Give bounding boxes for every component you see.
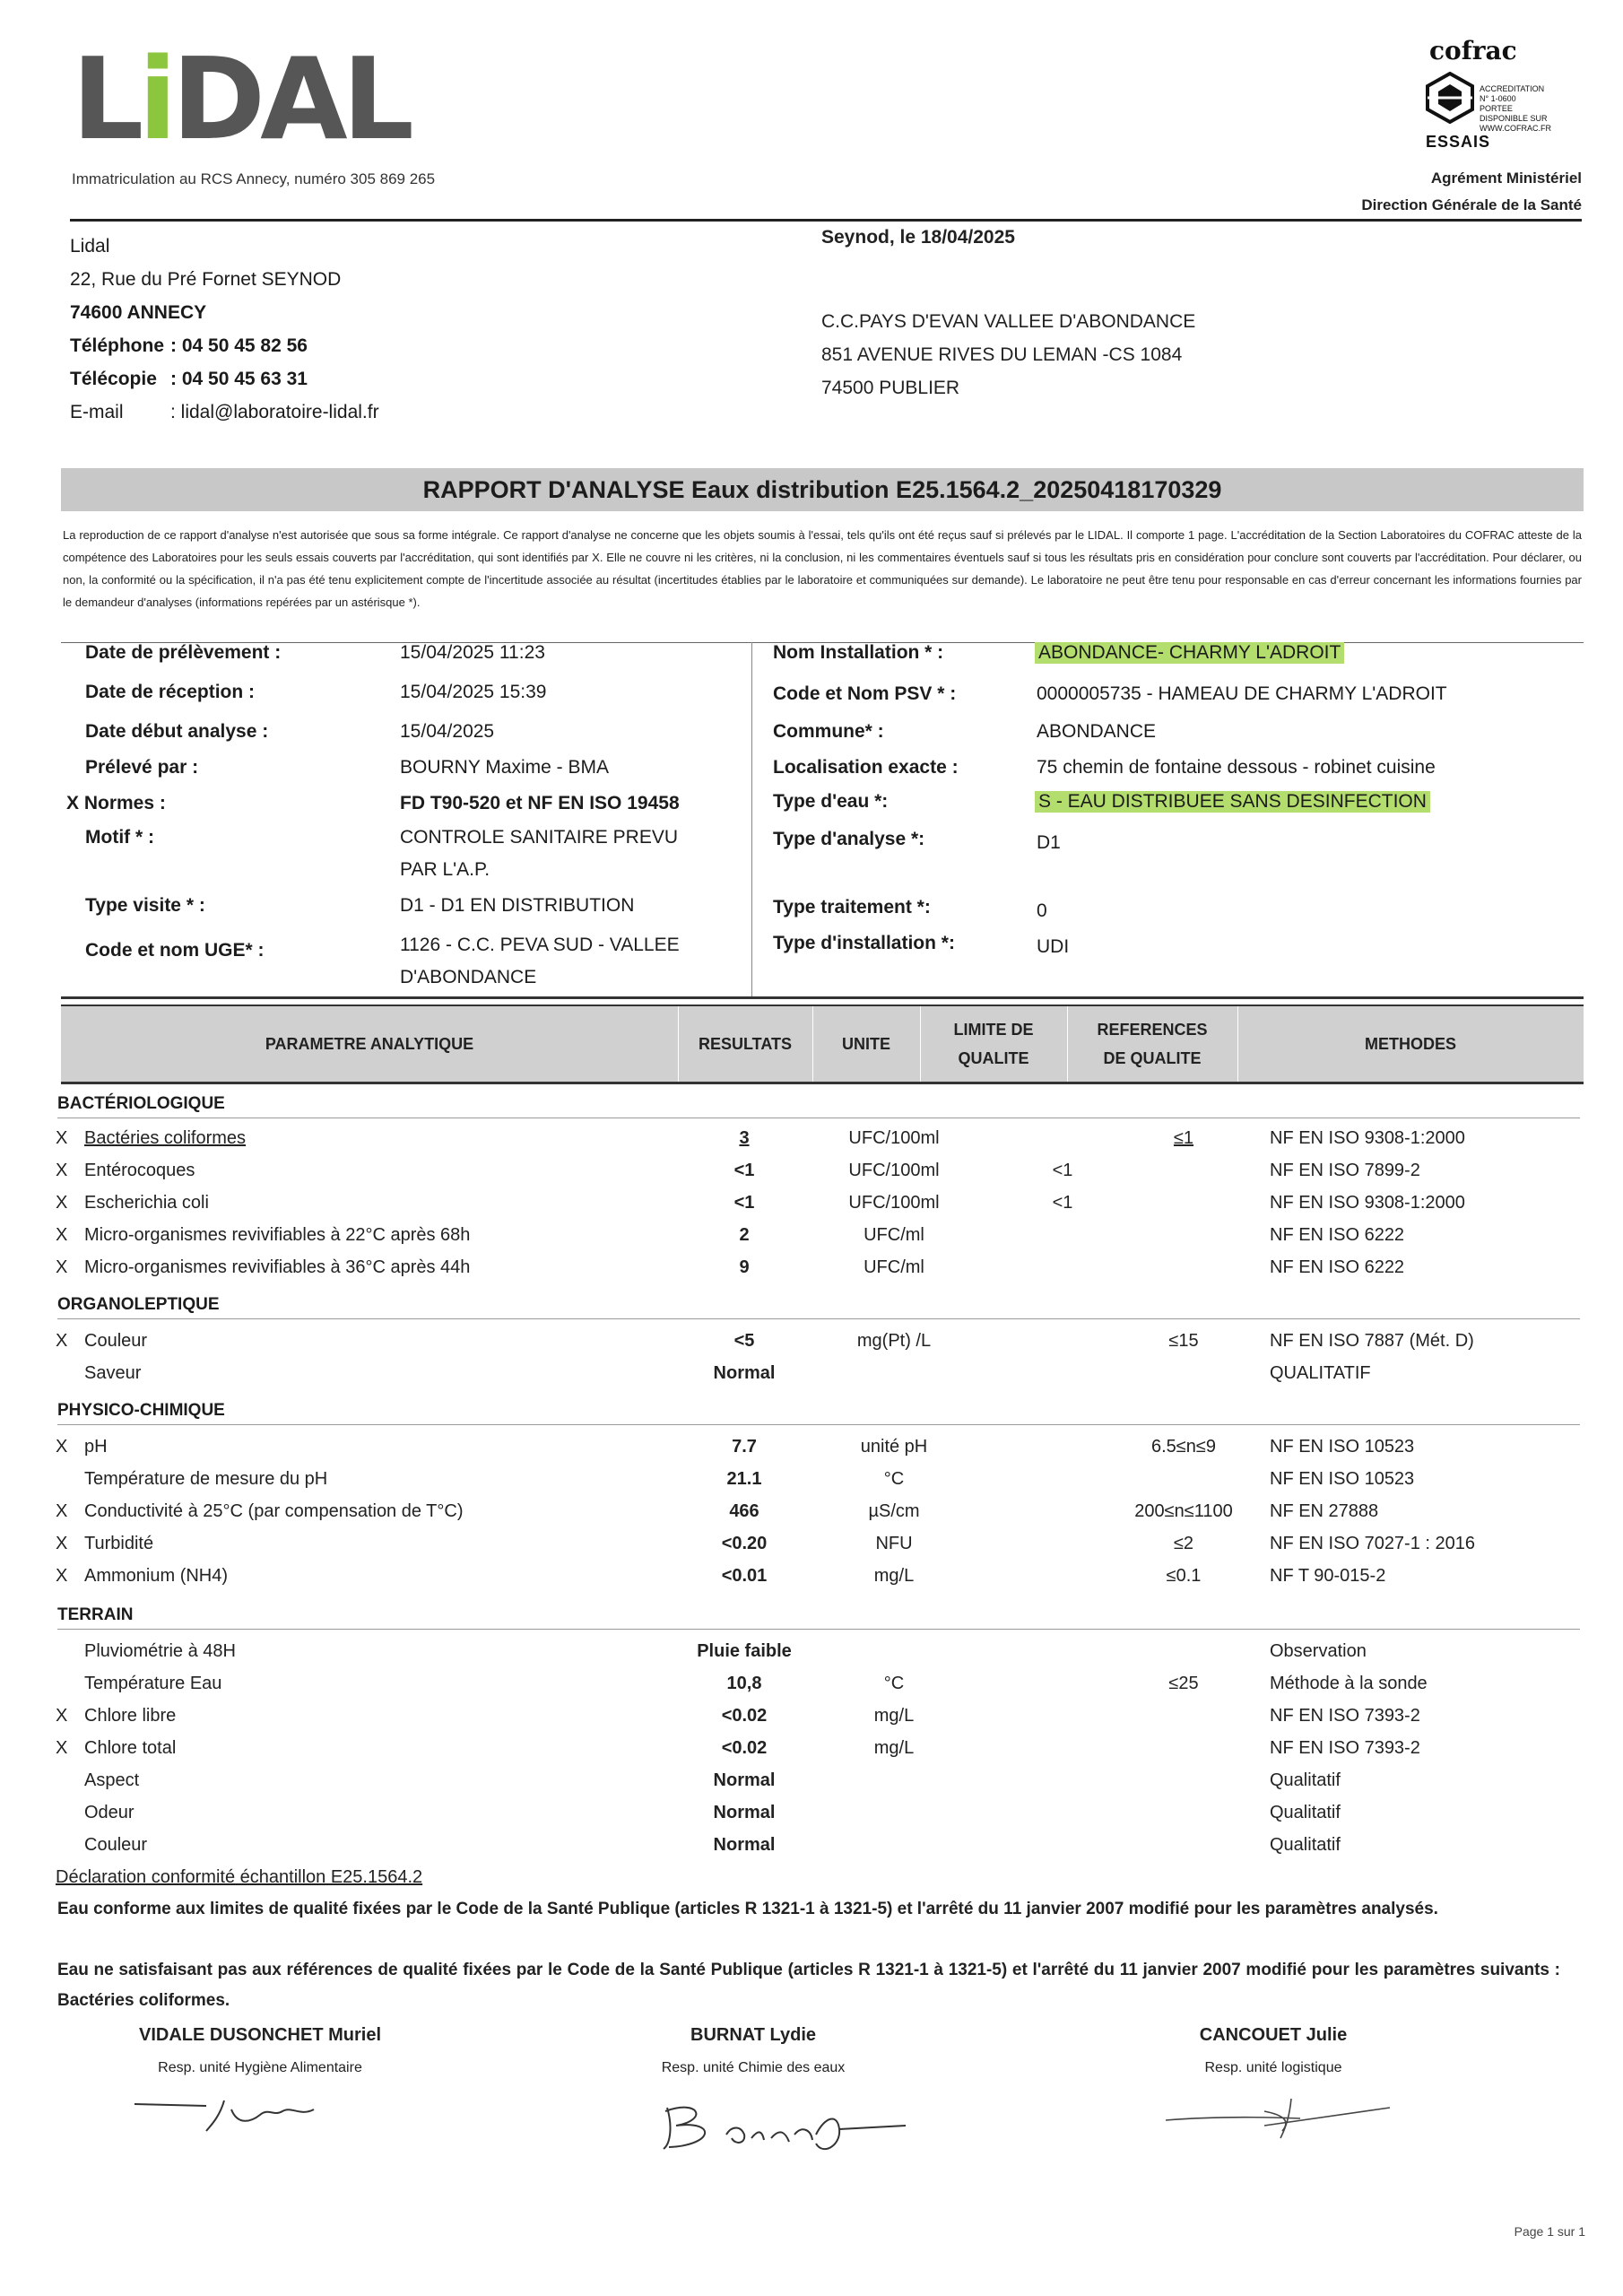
meta-label: Nom Installation * :	[773, 642, 944, 663]
result-value: 2	[739, 1225, 750, 1245]
meta-label: Date de prélèvement :	[85, 642, 282, 663]
unit: unité pH	[860, 1437, 928, 1457]
meta-label: Localisation exacte :	[773, 757, 959, 778]
result-value: 466	[729, 1501, 759, 1521]
col-references-line: DE QUALITE	[1103, 1049, 1202, 1067]
accredited-mark: X	[56, 1566, 68, 1586]
method: NF EN ISO 9308-1:2000	[1270, 1128, 1465, 1148]
signer-burnat	[592, 2025, 915, 2076]
meta-label: Code et Nom PSV * :	[773, 683, 957, 704]
meta-label: Commune* :	[773, 721, 884, 742]
meta-value-highlighted: S - EAU DISTRIBUEE SANS DESINFECTION	[1035, 791, 1430, 813]
unit: NFU	[875, 1534, 913, 1553]
report-date: Seynod, le 18/04/2025	[821, 227, 1015, 248]
meta-value: UDI	[1037, 936, 1070, 957]
param-name: Température de mesure du pH	[84, 1469, 328, 1489]
table-row	[0, 1534, 1623, 1566]
result-value: <0.02	[721, 1738, 768, 1758]
meta-label: Date début analyse :	[85, 721, 269, 742]
param-name: Pluviométrie à 48H	[84, 1641, 236, 1661]
meta-value: 15/04/2025 15:39	[400, 682, 547, 702]
declaration-non-conforme: Eau ne satisfaisant pas aux références de qualité fixées par le Code de la Santé Publique (articles R 1321-1 à 1321-5) et l'arrêté du 11 janvier 2007 modifié pour les paramètres suivants : Bactéries coliformes.	[57, 1961, 1560, 2010]
col-limite	[920, 1006, 1068, 1082]
method: NF EN ISO 10523	[1270, 1437, 1415, 1457]
accredited-mark: X	[56, 1193, 68, 1213]
meta-divider-bottom	[61, 996, 1584, 999]
unit: µS/cm	[868, 1501, 920, 1521]
unit: mg/L	[873, 1706, 915, 1726]
meta-value: D1 - D1 EN DISTRIBUTION	[400, 895, 635, 916]
table-row	[0, 1128, 1623, 1161]
client-line: 74500 PUBLIER	[821, 378, 960, 398]
method: NF EN ISO 9308-1:2000	[1270, 1193, 1465, 1213]
method: NF EN ISO 7393-2	[1270, 1738, 1420, 1758]
section-organoleptique: ORGANOLEPTIQUE	[57, 1295, 220, 1314]
cofrac-line: PORTEE	[1480, 104, 1513, 113]
email-label: E-mail	[70, 402, 124, 422]
table-row	[0, 1469, 1623, 1501]
method: Qualitatif	[1270, 1803, 1341, 1822]
table-row	[0, 1835, 1623, 1867]
signer-role: Resp. unité Chimie des eaux	[661, 2060, 846, 2075]
unit: UFC/ml	[864, 1257, 924, 1277]
result-value: 21.1	[726, 1469, 762, 1489]
param-name: Odeur	[84, 1803, 135, 1822]
table-row	[0, 1770, 1623, 1803]
unit: mg(Pt) /L	[856, 1331, 932, 1351]
quality-reference: ≤25	[1168, 1674, 1199, 1693]
agrement-line: Agrément Ministériel	[1430, 170, 1582, 187]
meta-value: D'ABONDANCE	[400, 967, 537, 987]
meta-label: Type d'eau *:	[773, 791, 889, 812]
table-row	[0, 1501, 1623, 1534]
result-value: <0.02	[721, 1706, 768, 1726]
client-line: 851 AVENUE RIVES DU LEMAN -CS 1084	[821, 344, 1183, 365]
col-parametre: PARAMETRE ANALYTIQUE	[61, 1006, 679, 1082]
result-value: <1	[733, 1161, 755, 1180]
lab-city: 74600 ANNECY	[70, 302, 207, 323]
tel-value: : 04 50 45 82 56	[170, 335, 308, 356]
unit: UFC/100ml	[848, 1193, 940, 1213]
quality-reference: 6.5≤n≤9	[1150, 1437, 1216, 1457]
cofrac-accreditation-text	[1480, 84, 1578, 134]
table-row	[0, 1437, 1623, 1469]
meta-value: 0000005735 - HAMEAU DE CHARMY L'ADROIT	[1037, 683, 1447, 704]
meta-value: PAR L'A.P.	[400, 859, 490, 880]
unit: mg/L	[873, 1738, 915, 1758]
meta-value: 0	[1037, 900, 1047, 921]
meta-label: Date de réception :	[85, 682, 256, 702]
result-value: <0.01	[721, 1566, 768, 1586]
section-terrain: TERRAIN	[57, 1605, 134, 1624]
cofrac-line: N° 1-0600	[1480, 94, 1516, 103]
result-value: 7.7	[732, 1437, 757, 1457]
accredited-mark: X	[56, 1706, 68, 1726]
section-divider	[57, 1629, 1580, 1630]
result-value: Pluie faible	[697, 1641, 792, 1661]
accredited-mark: X	[56, 1161, 68, 1180]
result-value: Normal	[713, 1363, 776, 1383]
cofrac-mark-icon	[1424, 72, 1476, 124]
param-name: Couleur	[84, 1331, 148, 1351]
lab-street: 22, Rue du Pré Fornet SEYNOD	[70, 269, 342, 290]
declaration-title: Déclaration conformité échantillon E25.1564.2	[56, 1867, 423, 1887]
meta-label: Prélevé par :	[85, 757, 199, 778]
table-row	[0, 1641, 1623, 1674]
signature-burnat-icon	[646, 2090, 915, 2161]
report-title: RAPPORT D'ANALYSE Eaux distribution E25.1564.2_20250418170329	[61, 468, 1584, 511]
signer-role: Resp. unité logistique	[1204, 2060, 1342, 2075]
meta-label: Type d'analyse *:	[773, 829, 925, 849]
result-value: Normal	[713, 1770, 776, 1790]
meta-value: 1126 - C.C. PEVA SUD - VALLEE	[400, 935, 680, 955]
accredited-mark: X	[56, 1437, 68, 1457]
meta-value-highlighted: ABONDANCE- CHARMY L'ADROIT	[1035, 642, 1344, 664]
table-row	[0, 1363, 1623, 1396]
section-bacteriologique: BACTÉRIOLOGIQUE	[57, 1094, 225, 1113]
param-name: Chlore libre	[84, 1706, 177, 1726]
logo-text-l: L	[72, 33, 139, 165]
param-name: Entérocoques	[84, 1161, 195, 1180]
method: Méthode à la sonde	[1270, 1674, 1428, 1693]
table-row	[0, 1193, 1623, 1225]
table-row	[0, 1161, 1623, 1193]
accredited-mark: X	[56, 1225, 68, 1245]
lidal-logo	[72, 33, 409, 165]
col-references-line: REFERENCES	[1097, 1021, 1208, 1039]
meta-label: X Normes :	[66, 793, 166, 813]
param-name: Couleur	[84, 1835, 148, 1855]
tel-label: Téléphone	[70, 335, 165, 356]
param-name: Micro-organismes revivifiables à 22°C après 68h	[84, 1225, 471, 1245]
table-row	[0, 1566, 1623, 1598]
table-row	[0, 1257, 1623, 1290]
accredited-mark: X	[56, 1128, 68, 1148]
meta-label: Code et nom UGE* :	[85, 940, 265, 961]
param-name: Conductivité à 25°C (par compensation de T°C)	[84, 1501, 464, 1521]
cofrac-brand: cofrac	[1429, 36, 1517, 65]
col-methodes: METHODES	[1364, 1035, 1456, 1053]
param-name: Ammonium (NH4)	[84, 1566, 229, 1586]
quality-reference: 200≤n≤1100	[1134, 1501, 1233, 1521]
agrement-block	[1361, 165, 1582, 219]
param-name: Saveur	[84, 1363, 142, 1383]
method: Qualitatif	[1270, 1835, 1341, 1855]
col-unite: UNITE	[812, 1006, 921, 1082]
meta-value: 75 chemin de fontaine dessous - robinet cuisine	[1037, 757, 1436, 778]
param-name: Turbidité	[84, 1534, 154, 1553]
meta-value: ABONDANCE	[1037, 721, 1157, 742]
method: NF EN ISO 7393-2	[1270, 1706, 1420, 1726]
meta-label: Type d'installation *:	[773, 933, 955, 953]
param-name: Micro-organismes revivifiables à 36°C après 44h	[84, 1257, 471, 1277]
signer-vidale	[90, 2025, 430, 2076]
table-row	[0, 1225, 1623, 1257]
quality-reference: ≤15	[1168, 1331, 1199, 1351]
method: QUALITATIF	[1270, 1363, 1371, 1383]
quality-limit: <1	[1052, 1161, 1073, 1180]
signer-role: Resp. unité Hygiène Alimentaire	[158, 2060, 362, 2075]
result-value: <1	[733, 1193, 755, 1213]
signer-cancouet	[1139, 2025, 1408, 2076]
param-name: Escherichia coli	[84, 1193, 209, 1213]
unit: UFC/100ml	[848, 1161, 940, 1180]
col-limite-line: QUALITE	[958, 1049, 1029, 1067]
method: NF T 90-015-2	[1270, 1566, 1386, 1586]
result-value: 3	[739, 1128, 750, 1148]
result-value: <5	[733, 1331, 755, 1351]
method: Qualitatif	[1270, 1770, 1341, 1790]
accredited-mark: X	[56, 1257, 68, 1277]
param-name: Bactéries coliformes	[84, 1128, 247, 1148]
cofrac-line: DISPONIBLE SUR	[1480, 114, 1548, 123]
cofrac-essais: ESSAIS	[1426, 133, 1491, 151]
table-row	[0, 1738, 1623, 1770]
table-row	[0, 1331, 1623, 1363]
header-divider	[70, 219, 1582, 222]
cofrac-logo	[1424, 36, 1582, 152]
agrement-line: Direction Générale de la Santé	[1361, 196, 1582, 213]
client-address	[821, 305, 1195, 404]
quality-reference: ≤0.1	[1166, 1566, 1202, 1586]
table-row	[0, 1706, 1623, 1738]
table-row	[0, 1803, 1623, 1835]
method: NF EN ISO 7027-1 : 2016	[1270, 1534, 1476, 1553]
signature-vidale-icon	[126, 2090, 332, 2144]
col-limite-line: LIMITE DE	[953, 1021, 1034, 1039]
signer-name: BURNAT Lydie	[690, 2025, 816, 2045]
rcs-registration: Immatriculation au RCS Annecy, numéro 305 869 265	[72, 170, 436, 187]
accredited-mark: X	[56, 1331, 68, 1351]
meta-label: Motif * :	[85, 827, 154, 848]
unit: mg/L	[873, 1566, 915, 1586]
signer-name: VIDALE DUSONCHET Muriel	[138, 2025, 382, 2045]
meta-label: Type traitement *:	[773, 897, 931, 918]
signer-name: CANCOUET Julie	[1199, 2025, 1348, 2045]
col-references	[1067, 1006, 1238, 1082]
result-value: 10,8	[726, 1674, 762, 1693]
accredited-mark: X	[56, 1501, 68, 1521]
quality-reference: ≤1	[1173, 1128, 1194, 1148]
unit: °C	[883, 1469, 905, 1489]
cofrac-line: WWW.COFRAC.FR	[1480, 124, 1551, 133]
method: NF EN ISO 7887 (Mét. D)	[1270, 1331, 1474, 1351]
result-value: 9	[739, 1257, 750, 1277]
meta-value: 15/04/2025	[400, 721, 495, 742]
meta-label: Type visite * :	[85, 895, 205, 916]
fax-value: : 04 50 45 63 31	[170, 369, 308, 389]
declaration-conforme: Eau conforme aux limites de qualité fixées par le Code de la Santé Publique (articles R 1321-1 à 1321-5) et l'arrêté du 11 janvier 2007 modifié pour les paramètres analysés.	[57, 1900, 1438, 1918]
cofrac-line: ACCREDITATION	[1480, 84, 1545, 93]
accredited-mark: X	[56, 1534, 68, 1553]
logo-text-i: i	[138, 33, 172, 165]
signature-cancouet-icon	[1157, 2090, 1399, 2144]
section-divider	[57, 1318, 1580, 1319]
method: NF EN 27888	[1270, 1501, 1379, 1521]
result-value: <0.20	[721, 1534, 768, 1553]
section-divider	[57, 1424, 1580, 1425]
unit: UFC/100ml	[848, 1128, 940, 1148]
logo-text-dal: DAL	[171, 33, 409, 165]
method: NF EN ISO 6222	[1270, 1257, 1405, 1277]
col-resultats: RESULTATS	[678, 1006, 813, 1082]
lab-name: Lidal	[70, 236, 110, 257]
result-value: Normal	[713, 1835, 776, 1855]
unit: °C	[883, 1674, 905, 1693]
method: NF EN ISO 6222	[1270, 1225, 1405, 1245]
param-name: Aspect	[84, 1770, 140, 1790]
fax-label: Télécopie	[70, 369, 157, 389]
result-value: Normal	[713, 1803, 776, 1822]
method: Observation	[1270, 1641, 1367, 1661]
unit: UFC/ml	[864, 1225, 924, 1245]
lab-address	[70, 230, 379, 429]
method: NF EN ISO 7899-2	[1270, 1161, 1420, 1180]
meta-value: CONTROLE SANITAIRE PREVU	[400, 827, 678, 848]
meta-value: BOURNY Maxime - BMA	[400, 757, 609, 778]
section-physico-chimique: PHYSICO-CHIMIQUE	[57, 1401, 225, 1420]
quality-limit: <1	[1052, 1193, 1073, 1213]
results-table-header	[61, 1004, 1584, 1084]
page-number: Page 1 sur 1	[1514, 2224, 1585, 2239]
meta-value: D1	[1037, 832, 1061, 853]
meta-value: 15/04/2025 11:23	[400, 642, 545, 663]
client-line: C.C.PAYS D'EVAN VALLEE D'ABONDANCE	[821, 311, 1196, 332]
table-row	[0, 1674, 1623, 1706]
meta-divider-vertical	[751, 642, 752, 996]
param-name: Température Eau	[84, 1674, 222, 1693]
quality-reference: ≤2	[1173, 1534, 1194, 1553]
param-name: pH	[84, 1437, 108, 1457]
disclaimer: La reproduction de ce rapport d'analyse n'est autorisée que sous sa forme intégrale. Ce rapport d'analyse ne concerne que les objets soumis à l'essai, tels qu'ils ont été reçus sauf si prélevés par le LIDAL. Il comporte 1 page. L'accréditation de la Section Laboratoires du COFRAC atteste de la compétence des Laboratoires pour les seuls essais couverts par l'accréditation, qui sont identifiés par X. Elle ne couvre ni les critères, ni la conclusion, ni les commentaires éventuels sauf si tous les résultats pris en considération pour conclure sont couverts par l'accréditation. Pour déclarer, ou non, la conformité ou la spécification, il n'a pas été tenu explicitement compte de l'incertitude associée au résultat (incertitudes établies par le laboratoire et communiquées sur demande). Le laboratoire ne peut être tenu pour responsable en cas d'erreur concernant les informations fournies par le demandeur d'analyses (informations repérées par un astérisque *).	[63, 528, 1582, 609]
email-link[interactable]: : lidal@laboratoire-lidal.fr	[170, 402, 379, 422]
meta-value: FD T90-520 et NF EN ISO 19458	[400, 793, 680, 813]
accredited-mark: X	[56, 1738, 68, 1758]
param-name: Chlore total	[84, 1738, 177, 1758]
method: NF EN ISO 10523	[1270, 1469, 1415, 1489]
